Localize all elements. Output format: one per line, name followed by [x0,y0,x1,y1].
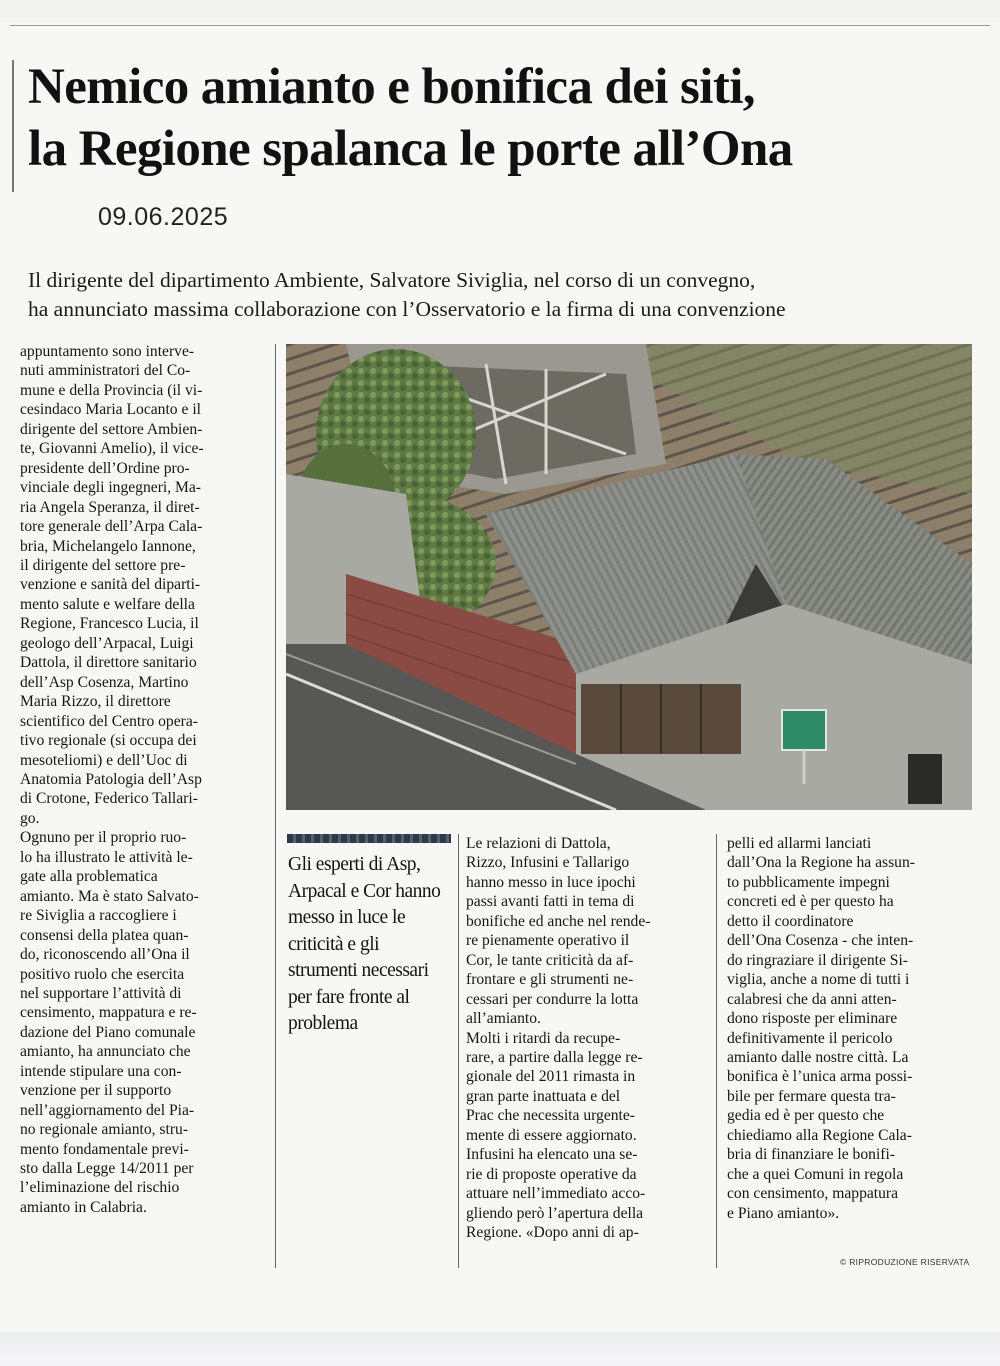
column-divider [275,344,276,1268]
headline-line-2: la Regione spalanca le porte all’Ona [28,121,793,177]
headline-side-rule [12,60,14,192]
headline-line-1: Nemico amianto e bonifica dei siti, [28,59,755,115]
subheadline [28,266,988,324]
bottom-band [0,1332,1000,1366]
article-column-1: appuntamento sono interve- nuti amministratori del Co- mune e della Provincia (il vi- cesindaco Maria Locanto e il dirigente del settore Ambien- te, Giovanni Amelio), il vice- presidente dell’Ordine pro- vinciale degli ingegneri, Ma- ria Angela Speranza, il diret- tore generale dell’Arpa Cala- bria, Michelangelo Iannone, il dirigente del settore pre- venzione e sanità del diparti- mento salute e welfare della Regione, Francesco Lucia, il geologo dell’Arpacal, Luigi Dattola, il direttore sanitario dell’Asp Cosenza, Martino Maria Rizzo, il direttore scientifico del Centro opera- tivo regionale (si occupa dei mesoteliomi) e dell’Uoc di Anatomia Patologia dell’Asp di Crotone, Federico Tallari- go. Ognuno per il proprio ruo- lo ha illustrato le attività le- gate alla problematica amianto. Ma è stato Salvato- re Siviglia a raccogliere i consensi della platea quan- do, riconoscendo all’Ona il positivo ruolo che esercita nel supportare l’attività di censimento, mappatura e re- dazione del Piano comunale amianto, ha annunciato che intende stipulare una con- venzione per il supporto nell’aggiornamento del Pia- no regionale amianto, stru- mento fondamentale previ- sto dalla Legge 14/2011 per l’eliminazione del rischio amianto in Calabria. [20,343,204,1216]
column-divider [458,834,459,1268]
subhead-line-1: Il dirigente del dipartimento Ambiente, Salvatore Siviglia, nel corso di un convegno, [28,268,756,292]
article-column-2: Le relazioni di Dattola, Rizzo, Infusini e Tallarigo hanno messo in luce ipochi passi avanti fatti in tema di bonifiche ed anche nel rende- re pienamente operativo il Cor, le tante criticità da af- frontare e gli strumenti ne- cessari per condurre la lotta all’amianto. Molti i ritardi da recupe- rare, a partire dalla legge re- gionale del 2011 rimasta in gran parte inattuata e del Prac che necessita urgente- mente di essere aggiornato. Infusini ha elencato una se- rie di proposte operative da attuare nell’immediato acco- gliendo però l’apertura della Regione. «Dopo anni di ap- [466,835,651,1242]
pull-quote: Gli esperti di Asp, Arpacal e Cor hanno messo in luce le criticità e gli strumenti necessari per fare fronte al problema [288,854,441,1034]
article-photo [286,344,972,810]
pull-quote-bar [287,834,451,843]
headline [28,56,988,180]
abandoned-building-photo [286,344,972,810]
column-divider [716,834,717,1268]
article-date: 09.06.2025 [98,203,229,231]
top-rule [10,25,990,26]
article-column-3: pelli ed allarmi lanciati dall’Ona la Regione ha assun- to pubblicamente impegni concreti ed è per questo ha detto il coordinatore dell’Ona Cosenza - che inten- do ringraziare il dirigente Si- viglia, anche a nome di tutti i calabresi che da anni atten- dono risposte per eliminare definitivamente il pericolo amianto dalle nostre città. La bonifica è l’unica arma possi- bile per fermare questa tra- gedia ed è per questo che chiediamo alla Regione Cala- bria di finanziare le bonifi- che a quei Comuni in regola con censimento, mappatura e Piano amianto». [727,835,915,1222]
copyright-credit: © RIPRODUZIONE RISERVATA [840,1257,970,1267]
subhead-line-2: ha annunciato massima collaborazione con l’Osservatorio e la firma di una convenzione [28,297,786,321]
